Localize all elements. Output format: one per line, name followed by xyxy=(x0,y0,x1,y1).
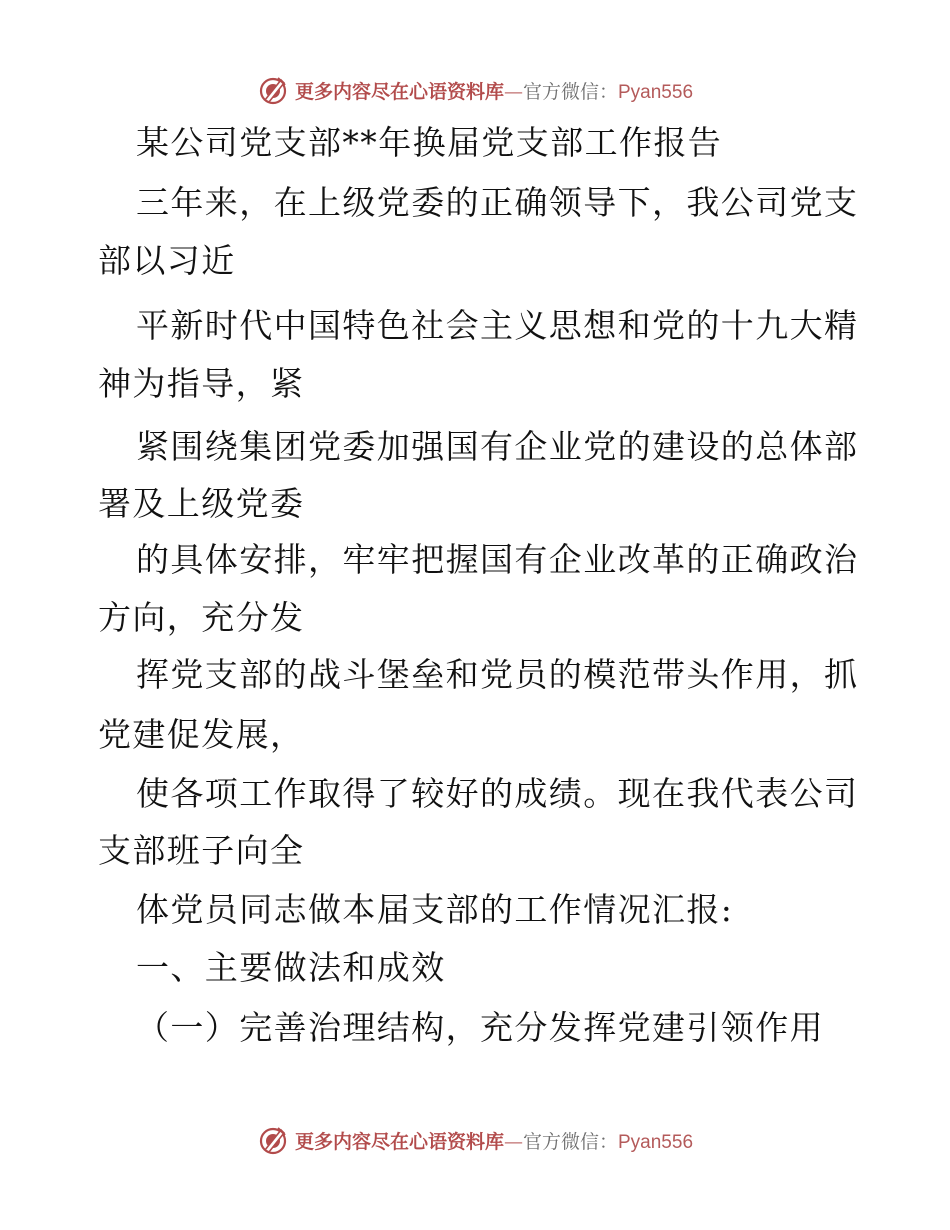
watermark-account: Pyan556 xyxy=(618,1131,694,1153)
section-heading: 一、主要做法和成效 xyxy=(136,948,446,987)
watermark-text xyxy=(295,77,693,104)
watermark-text xyxy=(295,1127,693,1154)
text-line: 平新时代中国特色社会主义思想和党的十九大精 xyxy=(136,306,859,345)
text-line: 体党员同志做本届支部的工作情况汇报: xyxy=(136,890,734,929)
text-line: 部以习近 xyxy=(98,241,236,280)
watermark-separator: — xyxy=(503,80,523,103)
text-line: 方向，充分发 xyxy=(98,598,305,637)
quill-logo-icon xyxy=(257,1124,289,1156)
subsection-heading: （一）完善治理结构，充分发挥党建引领作用 xyxy=(136,1008,824,1047)
footer-watermark xyxy=(0,1120,950,1160)
text-line: 神为指导，紧 xyxy=(98,364,305,403)
watermark-separator: — xyxy=(503,1130,523,1153)
document-title: 某公司党支部**年换届党支部工作报告 xyxy=(136,123,723,162)
text-line: 署及上级党委 xyxy=(98,484,305,523)
text-line: 三年来，在上级党委的正确领导下，我公司党支 xyxy=(136,183,859,222)
watermark-account: Pyan556 xyxy=(618,81,694,103)
text-line: 使各项工作取得了较好的成绩。现在我代表公司 xyxy=(136,774,859,813)
watermark-label: 官方微信： xyxy=(522,80,618,103)
watermark-brand: 更多内容尽在心语资料库 xyxy=(294,80,504,103)
text-line: 紧围绕集团党委加强国有企业党的建设的总体部 xyxy=(136,427,859,466)
quill-logo-icon xyxy=(257,74,289,106)
text-line: 支部班子向全 xyxy=(98,831,305,870)
text-line: 的具体安排，牢牢把握国有企业改革的正确政治 xyxy=(136,540,859,579)
text-line: 党建促发展， xyxy=(98,715,305,754)
text-line: 挥党支部的战斗堡垒和党员的模范带头作用，抓 xyxy=(136,655,859,694)
watermark-label: 官方微信： xyxy=(522,1130,618,1153)
header-watermark xyxy=(0,70,950,110)
watermark-brand: 更多内容尽在心语资料库 xyxy=(294,1130,504,1153)
